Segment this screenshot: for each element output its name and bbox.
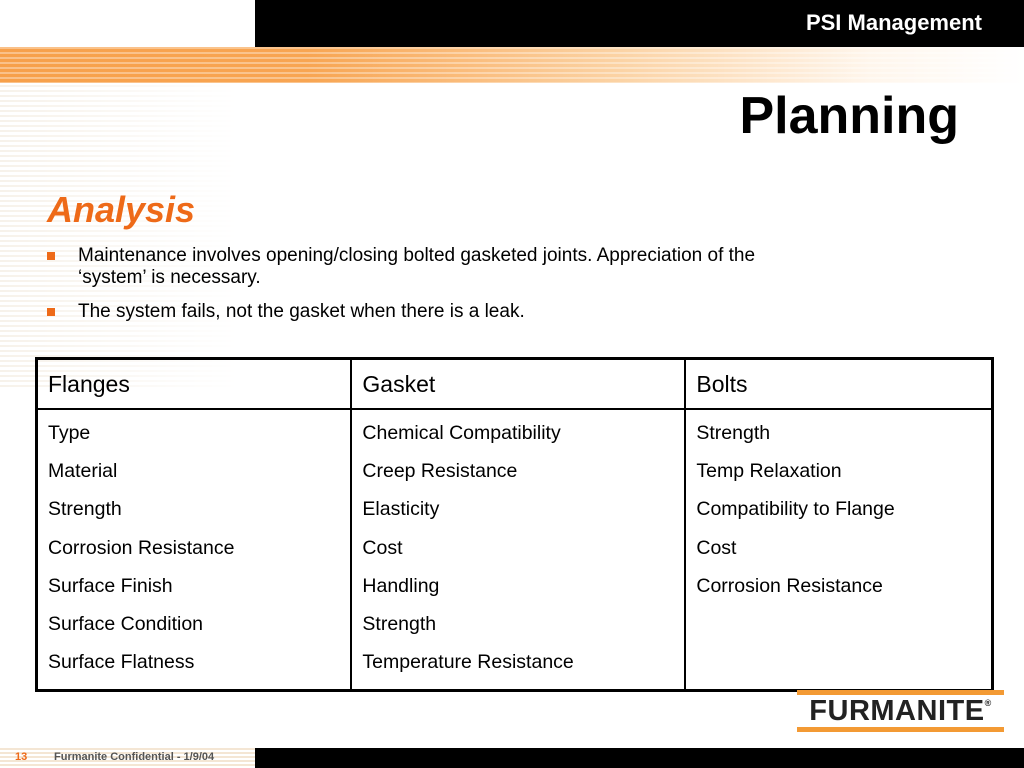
table-cell: Creep Resistance xyxy=(362,460,518,483)
table-cell: Corrosion Resistance xyxy=(696,574,883,597)
footer-bar xyxy=(255,748,1024,768)
header-bar xyxy=(255,0,1024,47)
table-header-row xyxy=(37,359,993,410)
page-number: 13 xyxy=(15,751,28,763)
logo-bar xyxy=(797,727,1004,732)
table-cell: Strength xyxy=(48,498,122,521)
column-header-bolts: Bolts xyxy=(685,359,992,410)
table-cell: Temp Relaxation xyxy=(696,460,842,483)
header-title: PSI Management xyxy=(805,10,982,35)
table-cell: Elasticity xyxy=(362,498,440,521)
table-cell: Cost xyxy=(696,536,737,559)
table-cell: Handling xyxy=(362,574,440,597)
slide-title: Planning xyxy=(739,87,959,145)
bullet-list xyxy=(47,245,947,335)
bullet-text: ‘system’ is necessary. xyxy=(78,267,261,288)
logo-text xyxy=(797,695,1004,727)
table-cell: Corrosion Resistance xyxy=(48,536,235,559)
orange-band xyxy=(0,47,1024,83)
table-cell: Type xyxy=(48,422,91,444)
table-cell: Material xyxy=(48,460,118,483)
bullet-text: Maintenance involves opening/closing bolted gasketed joints. Appreciation of the xyxy=(78,245,756,266)
logo-wordmark: FURMANITE xyxy=(809,695,985,727)
gasket-column xyxy=(351,409,685,691)
registered-mark: ® xyxy=(984,698,992,708)
table-cell: Surface Finish xyxy=(48,574,173,597)
column-header-gasket: Gasket xyxy=(351,359,685,410)
furmanite-logo xyxy=(797,690,1004,732)
bullet-item xyxy=(47,245,947,289)
bullet-square-icon xyxy=(47,308,55,316)
section-heading: Analysis xyxy=(47,189,196,230)
column-header-flanges: Flanges xyxy=(37,359,352,410)
bullet-square-icon xyxy=(47,252,55,260)
bullet-item xyxy=(47,301,947,323)
analysis-table xyxy=(35,357,994,692)
table-cell: Strength xyxy=(362,613,437,636)
table-cell: Compatibility to Flange xyxy=(696,498,895,521)
table-row xyxy=(37,409,993,691)
footer-text: Furmanite Confidential - 1/9/04 xyxy=(54,751,215,763)
table-cell: Cost xyxy=(362,536,403,559)
bolts-column xyxy=(685,409,992,691)
table-cell: Strength xyxy=(696,422,771,444)
table-cell: Surface Flatness xyxy=(48,651,195,674)
table-cell: Temperature Resistance xyxy=(362,651,574,674)
table-cell: Surface Condition xyxy=(48,613,204,636)
bullet-text: The system fails, not the gasket when there is a leak. xyxy=(78,301,525,322)
flanges-column xyxy=(37,409,352,691)
table-cell: Chemical Compatibility xyxy=(362,422,561,444)
